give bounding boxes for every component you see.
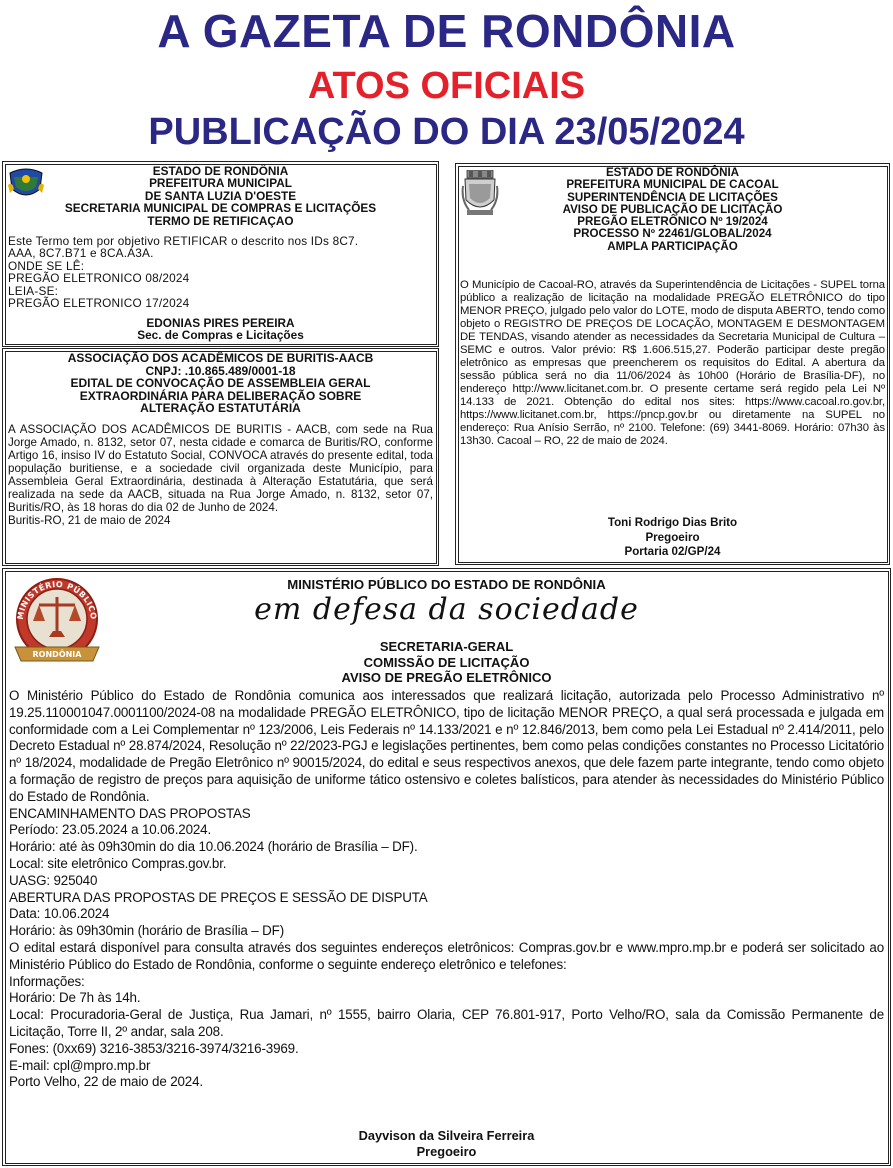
header-line: ASSOCIAÇÃO DOS ACADÊMICOS DE BURITIS-AACB [67,351,374,365]
signer-name: EDONIAS PIRES PEREIRA [146,316,295,330]
organization-motto: em defesa da sociedade [254,592,639,627]
header-line: AVISO DE PUBLICAÇÃO DE LICITAÇÃO [562,202,783,216]
body-line: Este Termo tem por objetivo RETIFICAR o descrito nos IDs 8C7. [8,234,359,248]
body-line: PREGÃO ELETRONICO 17/2024 [8,296,190,311]
header-line: SECRETARIA MUNICIPAL DE COMPRAS E LICITAÇÕES [64,201,377,216]
header-line: ESTADO DE RONDÔNIA [605,166,740,179]
body-line: Horário: De 7h às 14h. [9,990,141,1006]
body-paragraph: Local: Procuradoria-Geral de Justiça, Rua Jamari, nº 1555, bairro Olaria, CEP 76.801-917, Porto Velho/RO, sala da Comissão Permanente de Licitação, Torre II, 2º andar, sala 208. [9,1007,884,1039]
publication-date: PUBLICAÇÃO DO DIA 23/05/2024 [148,111,745,153]
body-line: Local: site eletrônico Compras.gov.br. [9,855,227,871]
header-line: AVISO DE PREGÃO ELETRÔNICO [341,670,552,685]
notice-cacoal [455,163,890,565]
notice-santa-luzia [2,161,439,347]
header-line: SUPERINTENDÊNCIA DE LICITAÇÕES [567,190,778,204]
notice-body: O Município de Cacoal-RO, através da Superintendência de Licitações - SUPEL torna público a realização de licitação na modalidade PREGÃO ELETRÔNICO do tipo MENOR PREÇO, julgado pelo valor do LOTE, modo de disputa ABERTO, tendo como objeto o REGISTRO DE PREÇOS DE LOCAÇÃO, MONTAGEM E DESMONTAGEM DE TENDAS, visando atender as necessidades da Secretaria Municipal de Cultura – SEMC e outros. Valor prévio: R$ 1.606.515,27. Poderão participar deste pregão eletrônico as empresas que preencherem os requisitos do Edital. A abertura da sessão pública será no dia 11/06/2024 às 10h00 (Horário de Brasília-DF), no endereço http://www.licitanet.com.br. O presente certame será regido pela Lei Nº 14.133 de 2021. Obtenção do edital nos sites: https://www.cacoal.ro.gov.br, https://www.licitanet.com.br, https://pncp.gov.br ou diretamente na SUPEL no endereço: Rua Anísio Serrão, nº 2100. Telefone: (69) 3441-8069. Horário: 07h30 às 13h30. Cacoal – RO, 22 de maio de 2024. [460,279,885,447]
header-line: EXTRAORDINÁRIA PARA DELIBERAÇÃO SOBRE [79,388,362,403]
section-title: ATOS OFICIAIS [307,65,586,107]
body-line: ENCAMINHAMENTO DAS PROPOSTAS [9,805,251,821]
body-line: Informações: [9,973,85,989]
notice-header [456,167,889,253]
signer-name: Dayvison da Silveira Ferreira [358,1128,535,1143]
header-line: AMPLA PARTICIPAÇÃO [607,239,738,253]
notice-header [3,639,890,686]
body-line: LEIA-SE: [8,283,59,298]
newspaper-title: A GAZETA DE RONDÔNIA [157,5,736,57]
notice-signature [3,317,438,342]
notice-signature [456,516,889,560]
body-line: UASG: 925040 [9,872,98,888]
header-line: ESTADO DE RONDÔNIA [152,164,289,178]
notice-signature [3,1128,890,1160]
header-line: PROCESSO Nº 22461/GLOBAL/2024 [573,227,772,241]
notice-date: Buritis-RO, 21 de maio de 2024 [8,514,171,527]
body-line: Período: 23.05.2024 a 10.06.2024. [9,822,212,838]
header-line: TERMO DE RETIFICAÇAO [147,213,294,228]
notice-body [8,423,433,527]
body-line: Fones: (0xx69) 3216-3853/3216-3974/3216-3969. [9,1040,299,1056]
body-line: Horário: às 09h30min (horário de Brasília – DF) [9,923,285,939]
body-line: AAA, 8C7.B71 e 8CA.A3A. [8,246,154,261]
body-line: ABERTURA DAS PROPOSTAS DE PREÇOS E SESSÃO DE DISPUTA [9,889,428,905]
header-line: EDITAL DE CONVOCAÇÃO DE ASSEMBLEIA GERAL [70,376,371,391]
header-line: COMISSÃO DE LICITAÇÃO [363,654,530,670]
notice-body [8,235,433,309]
header-line: PREGÃO ELETRÔNICO Nº 19/2024 [577,215,768,229]
body-line: Horário: até às 09h30min do dia 10.06.2024 (horário de Brasília – DF). [9,839,418,855]
body-line: ONDE SE LÊ: [8,258,85,273]
notice-body [9,688,884,1091]
notice-ministerio-publico [2,568,891,1166]
organization-name: MINISTÉRIO PÚBLICO DO ESTADO DE RONDÔNIA [287,577,606,592]
header-line: PREFEITURA MUNICIPAL [149,176,292,191]
signer-reference: Portaria 02/GP/24 [624,545,721,558]
body-line: Porto Velho, 22 de maio de 2024. [9,1074,203,1090]
seal-ring-text: MINISTÉRIO PÚBLICO [15,579,99,621]
header-line: PREFEITURA MUNICIPAL DE CACOAL [566,178,779,192]
header-line: DE SANTA LUZIA D'OESTE [144,188,297,203]
notice-header [3,352,438,415]
notice-aacb [2,348,439,566]
header-line: SECRETARIA-GERAL [379,639,514,654]
body-paragraph: O edital estará disponível para consulta através dos seguintes endereços eletrônicos: Compras.gov.br e www.mpro.mp.br e poderá ser solicitado ao Ministério Público do Estado de Rondônia, conforme o seguinte endereço eletrônico e telefones: [9,939,884,972]
body-paragraph: A ASSOCIAÇÃO DOS ACADÊMICOS DE BURITIS - AACB, com sede na Rua Jorge Amado, n. 8132, setor 07, nesta cidade e comarca de Buritis/RO, conforme Artigo 16, insiso IV do Estatuto Social, CONVOCA através do presente edital, toda população buritiense, e a sociedade civil organizada deste Município, para Assembleia Geral Extraordinária, destinada à Alteração Estatutária, que será realizada na sede da AACB, situada na Rua Jorge Amado, n. 8132, setor 07, Buritis/RO, às 18 horas do dia 02 de Junho de 2024. [8,423,433,514]
body-paragraph: O Ministério Público do Estado de Rondônia comunica aos interessados que realizará licitação, autorizada pelo Processo Administrativo nº 19.25.110001047.0001100/2024-08 na modalidade PREGÃO ELETRÔNICO, tipo de licitação MENOR PREÇO, a qual será processada e julgada em conformidade com a Lei Complementar nº 123/2006, Leis Federais nº 14.133/2021 e nº 12.846/2013, bem como pela Lei Estadual nº 2.414/2011, pelo Decreto Estadual nº 28.874/2024, Resolução nº 22/2023-PGJ e legislações pertinentes, bem como pelas condições constantes no Processo Licitatório nº 18/2024, modalidade de Pregão Eletrônico nº 90015/2024, do edital e seus respectivos anexos, que dele fazem parte integrante, tendo como objeto a formação de registro de preços para aquisição de uniforme tático ostensivo e coletes balísticos, para atender às necessidades do Ministério Público do Estado de Rondônia. [9,688,884,804]
header-line: ALTERAÇÃO ESTATUTÁRIA [140,401,301,416]
body-line: PREGÃO ELETRONICO 08/2024 [8,271,190,286]
signer-name: Toni Rodrigo Dias Brito [607,516,738,529]
body-line: E-mail: cpl@mpro.mp.br [9,1057,151,1073]
body-line: Data: 10.06.2024 [9,906,110,922]
header-line: CNPJ: .10.865.489/0001-18 [145,363,296,378]
notice-header [3,165,438,227]
seal-banner-text: RONDÔNIA [32,650,82,659]
signer-role: Pregoeiro [416,1144,477,1159]
signer-role: Sec. de Compras e Licitações [137,328,304,343]
signer-role: Pregoeiro [645,530,700,544]
